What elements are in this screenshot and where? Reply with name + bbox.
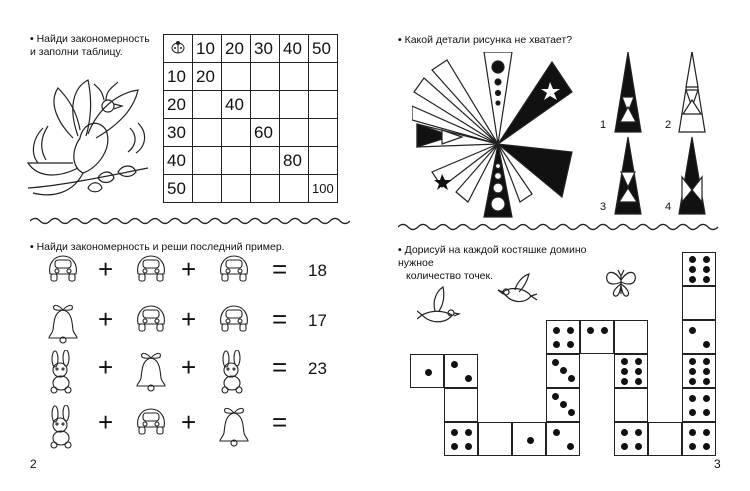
domino-dot (451, 361, 458, 368)
domino-dot (553, 429, 560, 436)
task1-line1: Найди закономерность (36, 33, 150, 45)
table-cell[interactable]: 40 (222, 91, 251, 119)
plus-sign: + (181, 304, 197, 334)
option-figures (595, 52, 715, 217)
header-cell: 10 (193, 35, 222, 63)
radial-pattern-figure (412, 52, 582, 222)
domino-dot (689, 358, 696, 365)
equals-sign: = (272, 352, 288, 382)
equals-sign: = (272, 304, 288, 334)
domino-dot (553, 341, 560, 348)
domino-dot (567, 443, 574, 450)
car-icon (215, 302, 253, 339)
car-icon (215, 252, 253, 289)
table-row (164, 119, 338, 147)
domino-half[interactable] (410, 354, 444, 388)
equation-result[interactable]: 18 (308, 261, 327, 280)
domino-half[interactable] (546, 422, 580, 456)
domino-half[interactable] (444, 354, 478, 388)
row-label: 20 (164, 91, 193, 119)
table-cell[interactable] (251, 147, 280, 175)
ladybug-icon (164, 35, 193, 63)
domino-dot (465, 375, 472, 382)
table-cell[interactable]: 60 (251, 119, 280, 147)
header-cell: 30 (251, 35, 280, 63)
option-label-4[interactable]: 4 (665, 201, 672, 213)
domino-half[interactable] (614, 388, 648, 422)
domino-dot (703, 266, 710, 273)
table-cell[interactable] (222, 175, 251, 203)
domino-dot (689, 378, 696, 385)
option-label-1[interactable]: 1 (600, 119, 607, 131)
domino-dot (635, 358, 642, 365)
domino-dot (703, 368, 710, 375)
header-cell: 50 (309, 35, 338, 63)
page-number-right: 3 (714, 457, 721, 471)
domino-dot (567, 327, 574, 334)
domino-dot (703, 395, 710, 402)
domino-dot (465, 429, 472, 436)
domino-half[interactable] (478, 422, 512, 456)
table-cell[interactable]: 80 (280, 147, 309, 175)
bird-illustration (18, 68, 158, 203)
task3-instruction: • Какой детали рисунка не хватает? (398, 34, 572, 47)
table-header-row (164, 35, 338, 63)
table-cell[interactable] (193, 175, 222, 203)
domino-dot (689, 409, 696, 416)
domino-dot (703, 429, 710, 436)
task2-instruction: • Найди закономерность и реши последний пример. (30, 241, 285, 254)
task4-line2: количество точек. (406, 270, 494, 282)
plus-sign: + (181, 254, 197, 284)
car-icon (132, 405, 170, 442)
domino-half[interactable] (682, 252, 716, 286)
plus-sign: + (98, 254, 114, 284)
domino-half[interactable] (614, 422, 648, 456)
bunny-icon (44, 405, 80, 454)
header-cell: 40 (280, 35, 309, 63)
domino-half[interactable] (546, 388, 580, 422)
domino-half[interactable] (682, 354, 716, 388)
domino-dot (689, 395, 696, 402)
page-number-left: 2 (30, 457, 37, 471)
domino-dot (560, 367, 567, 374)
wavy-divider-right (398, 222, 723, 232)
table-row (164, 63, 338, 91)
table-cell[interactable] (280, 91, 309, 119)
domino-dot (635, 368, 642, 375)
option-label-2[interactable]: 2 (665, 119, 672, 131)
table-row (164, 91, 338, 119)
domino-dot (689, 256, 696, 263)
table-cell[interactable] (193, 147, 222, 175)
domino-dot (689, 327, 696, 334)
domino-half[interactable] (682, 422, 716, 456)
plus-sign: + (98, 407, 114, 437)
domino-dot (703, 443, 710, 450)
table-cell[interactable] (193, 91, 222, 119)
domino-half[interactable] (614, 354, 648, 388)
domino-dot (560, 401, 567, 408)
task4-line1: Дорисуй на каждой костяшке домино нужное (398, 244, 587, 269)
domino-dot (635, 378, 642, 385)
domino-dot (703, 409, 710, 416)
plus-sign: + (98, 352, 114, 382)
equals-sign: = (272, 254, 288, 284)
plus-sign: + (181, 352, 197, 382)
table-cell[interactable]: 20 (193, 63, 222, 91)
domino-dot (689, 443, 696, 450)
domino-dot (621, 429, 628, 436)
task1-line2: и заполни таблицу. (30, 46, 123, 58)
header-cell: 20 (222, 35, 251, 63)
domino-half[interactable] (444, 422, 478, 456)
multiplication-table (163, 34, 338, 203)
domino-dot (621, 443, 628, 450)
table-row (164, 147, 338, 175)
table-cell[interactable] (222, 119, 251, 147)
option-label-3[interactable]: 3 (600, 201, 607, 213)
table-cell[interactable] (251, 91, 280, 119)
car-icon (132, 302, 170, 339)
domino-half[interactable] (648, 422, 682, 456)
domino-half[interactable] (580, 320, 614, 354)
table-cell[interactable] (222, 147, 251, 175)
domino-half[interactable] (546, 320, 580, 354)
domino-dot (689, 368, 696, 375)
domino-half[interactable] (682, 388, 716, 422)
domino-half[interactable] (682, 320, 716, 354)
domino-half[interactable] (512, 422, 546, 456)
domino-dot (621, 358, 628, 365)
car-icon (132, 252, 170, 289)
table-cell[interactable] (280, 119, 309, 147)
domino-dot (703, 358, 710, 365)
butterfly-icon (603, 266, 639, 300)
table-cell[interactable] (251, 63, 280, 91)
table-cell[interactable] (251, 175, 280, 203)
equals-sign: = (272, 407, 288, 437)
domino-dot (527, 437, 534, 444)
table-cell[interactable] (309, 63, 338, 91)
domino-dot (587, 327, 594, 334)
domino-dot (689, 276, 696, 283)
task1-instruction (30, 33, 160, 59)
domino-dot (635, 429, 642, 436)
domino-dot (552, 359, 559, 366)
table-cell[interactable] (193, 119, 222, 147)
row-label: 50 (164, 175, 193, 203)
domino-dot (451, 429, 458, 436)
table-cell[interactable] (309, 91, 338, 119)
row-label: 10 (164, 63, 193, 91)
bird-icon (417, 285, 462, 330)
domino-dot (703, 256, 710, 263)
table-row (164, 175, 338, 203)
domino-dot (689, 266, 696, 273)
row-label: 30 (164, 119, 193, 147)
domino-dot (465, 443, 472, 450)
domino-half[interactable] (444, 388, 478, 422)
plus-sign: + (98, 304, 114, 334)
table-cell[interactable]: 100 (309, 175, 338, 203)
domino-dot (621, 378, 628, 385)
equation-result[interactable]: 23 (308, 359, 327, 378)
bunny-icon (215, 350, 251, 399)
domino-dot (568, 375, 575, 382)
wavy-divider-left (30, 216, 350, 226)
car-icon (44, 252, 82, 289)
bell-icon (215, 405, 253, 452)
domino-dot (703, 378, 710, 385)
domino-dot (689, 429, 696, 436)
bell-icon (44, 302, 82, 349)
domino-half[interactable] (614, 320, 648, 354)
domino-dot (552, 393, 559, 400)
table-cell[interactable] (309, 147, 338, 175)
table-cell[interactable] (309, 119, 338, 147)
equation-result[interactable]: 17 (308, 311, 327, 330)
domino-dot (567, 341, 574, 348)
domino-dot (601, 327, 608, 334)
domino-dot (568, 409, 575, 416)
plus-sign: + (181, 407, 197, 437)
domino-dot (703, 341, 710, 348)
bird-icon (497, 272, 539, 317)
domino-dot (451, 443, 458, 450)
table-cell[interactable] (222, 63, 251, 91)
domino-dot (635, 443, 642, 450)
domino-half[interactable] (546, 354, 580, 388)
table-cell[interactable] (280, 63, 309, 91)
row-label: 40 (164, 147, 193, 175)
bunny-icon (44, 350, 80, 399)
domino-dot (703, 276, 710, 283)
table-cell[interactable] (280, 175, 309, 203)
domino-dot (553, 327, 560, 334)
domino-dot (621, 368, 628, 375)
domino-dot (425, 369, 432, 376)
bell-icon (132, 350, 170, 397)
domino-half[interactable] (682, 286, 716, 320)
